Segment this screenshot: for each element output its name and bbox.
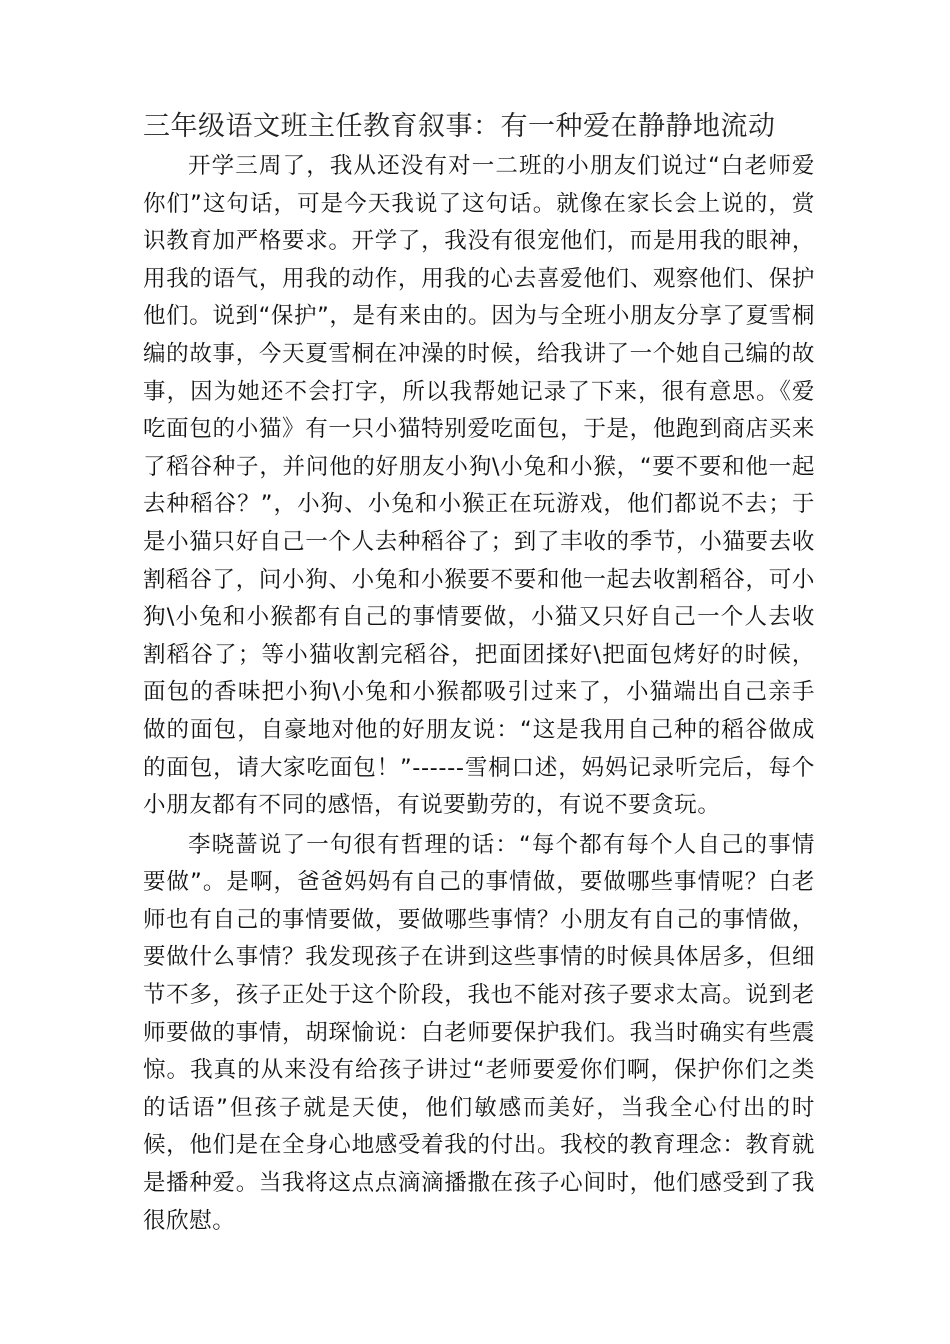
paragraph-2: 李晓蔷说了一句很有哲理的话：“每个都有每个人自己的事情要做”。是啊，爸爸妈妈有自己的事情做，要做哪些事情呢？白老师也有自己的事情要做，要做哪些事情？小朋友有自己的事情做，要做什么事情？我发现孩子在讲到这些事情的时候具体居多，但细节不多，孩子正处于这个阶段，我也不能对孩子要求太高。说到老师要做的事情，胡琛愉说：白老师要保护我们。我当时确实有些震惊。我真的从来没有给孩子讲过“老师要爱你们啊，保护你们之类的话语”但孩子就是天使，他们敏感而美好，当我全心付出的时候，他们是在全身心地感受着我的付出。我校的教育理念：教育就是播种爱。当我将这点点滴滴播撒在孩子心间时，他们感受到了我很欣慰。 <box>143 831 815 1234</box>
document-body <box>143 108 815 1240</box>
document-title: 三年级语文班主任教育叙事：有一种爱在静静地流动 <box>143 111 776 142</box>
paragraph-1: 开学三周了，我从还没有对一二班的小朋友们说过“白老师爱你们”这句话，可是今天我说了这句话。就像在家长会上说的，赏识教育加严格要求。开学了，我没有很宠他们，而是用我的眼神，用我的语气，用我的动作，用我的心去喜爱他们、观察他们、保护他们。说到“保护”，是有来由的。因为与全班小朋友分享了夏雪桐编的故事，今天夏雪桐在冲澡的时候，给我讲了一个她自己编的故事，因为她还不会打字，所以我帮她记录了下来，很有意思。《爱吃面包的小猫》有一只小猫特别爱吃面包，于是，他跑到商店买来了稻谷种子，并问他的好朋友小狗\小兔和小猴，“要不要和他一起去种稻谷？”，小狗、小兔和小猴正在玩游戏，他们都说不去；于是小猫只好自己一个人去种稻谷了；到了丰收的季节，小猫要去收割稻谷了，问小狗、小兔和小猴要不要和他一起去收割稻谷，可小狗\小兔和小猴都有自己的事情要做，小猫又只好自己一个人去收割稻谷了；等小猫收割完稻谷，把面团揉好\把面包烤好的时候，面包的香味把小狗\小兔和小猴都吸引过来了，小猫端出自己亲手做的面包，自豪地对他的好朋友说：“这是我用自己种的稻谷做成的面包，请大家吃面包！”------雪桐口述，妈妈记录听完后，每个小朋友都有不同的感悟，有说要勤劳的，有说不要贪玩。 <box>143 153 815 819</box>
